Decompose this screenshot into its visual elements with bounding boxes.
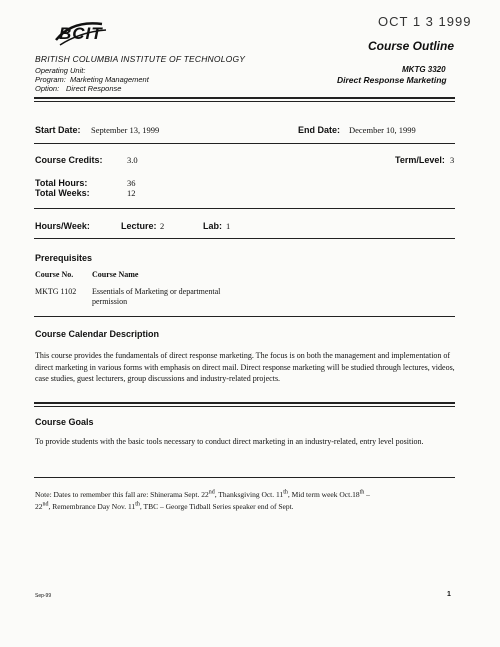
goals-heading: Course Goals	[35, 417, 94, 427]
end-date-value: December 10, 1999	[349, 125, 416, 135]
note-part: 22	[35, 502, 43, 511]
prerequisites-heading: Prerequisites	[35, 253, 93, 263]
note-sup: nd	[208, 489, 215, 496]
document-title: Course Outline	[368, 39, 455, 53]
term-level-value: 3	[450, 155, 455, 165]
total-hours-value: 36	[127, 178, 136, 188]
page-number: 1	[447, 591, 451, 598]
note-part: , Thanksgiving Oct. 11	[214, 490, 284, 499]
prereq-col-course-no: Course No.	[35, 270, 74, 279]
footer-date: Sep-99	[35, 593, 52, 599]
program-label: Program:	[35, 75, 66, 84]
term-level-label: Term/Level:	[395, 155, 445, 165]
total-hours-label: Total Hours:	[35, 178, 88, 188]
calendar-heading: Course Calendar Description	[35, 329, 160, 339]
operating-unit-label: Operating Unit:	[35, 66, 86, 75]
prereq-course-no: MKTG 1102	[35, 287, 77, 296]
prereq-col-course-name: Course Name	[92, 270, 139, 279]
start-date-label: Start Date:	[35, 125, 81, 135]
option-value: Direct Response	[66, 84, 122, 93]
course-code: MKTG 3320	[402, 65, 446, 74]
note-part: Note: Dates to remember this fall are: Shinerama Sept. 22	[35, 490, 209, 499]
calendar-description: This course provides the fundamentals of direct response marketing. The focus is on both the management and implementation of direct marketing in various forms with emphasis on direct mail. Direct response marketing will be studied through lectures, videos, case studies, guest lecturers, group discussions and industry-related projects.	[35, 351, 455, 383]
course-name: Direct Response Marketing	[337, 75, 447, 85]
prereq-course-name-cont: permission	[92, 297, 128, 306]
goals-rule	[34, 477, 455, 478]
course-credits-label: Course Credits:	[35, 155, 103, 165]
note-sup: th	[135, 501, 140, 508]
institute-name: BRITISH COLUMBIA INSTITUTE OF TECHNOLOGY	[35, 54, 246, 64]
note-part: , Remembrance Day Nov. 11	[48, 502, 136, 511]
dates-note	[35, 489, 457, 513]
calendar-rule-thin	[34, 406, 455, 407]
option-label: Option:	[35, 84, 60, 93]
note-sup: nd	[42, 501, 49, 508]
received-date-stamp: OCT 1 3 1999	[378, 14, 472, 29]
note-part: , Mid term week Oct.18	[287, 490, 360, 499]
header-rule-thick	[34, 97, 455, 99]
start-date-value: September 13, 1999	[91, 125, 160, 135]
goals-text: To provide students with the basic tools necessary to conduct direct marketing in an industry-related, entry level position.	[35, 437, 424, 446]
lab-label: Lab:	[203, 221, 222, 231]
credits-rule	[34, 208, 455, 209]
lecture-value: 2	[160, 221, 165, 231]
note-part: –	[364, 490, 370, 499]
total-weeks-value: 12	[127, 188, 136, 198]
prereq-course-name: Essentials of Marketing or departmental	[92, 287, 221, 296]
program-value: Marketing Management	[70, 75, 149, 84]
end-date-label: End Date:	[298, 125, 341, 135]
lab-value: 1	[226, 221, 231, 231]
calendar-rule-thick	[34, 402, 455, 404]
note-sup: th	[359, 489, 365, 496]
bcit-logo	[52, 18, 110, 50]
note-sup: th	[283, 489, 288, 496]
hours-week-label: Hours/Week:	[35, 221, 90, 231]
logo-text: BCIT	[59, 24, 103, 43]
header-rule-thin	[34, 101, 455, 102]
lecture-label: Lecture:	[121, 221, 157, 231]
dates-rule	[34, 143, 455, 144]
course-credits-value: 3.0	[127, 155, 138, 165]
total-weeks-label: Total Weeks:	[35, 188, 90, 198]
hours-week-rule	[34, 238, 455, 239]
note-part: , TBC – George Tidball Series speaker end of Sept.	[139, 502, 294, 511]
prereq-rule	[34, 316, 455, 317]
